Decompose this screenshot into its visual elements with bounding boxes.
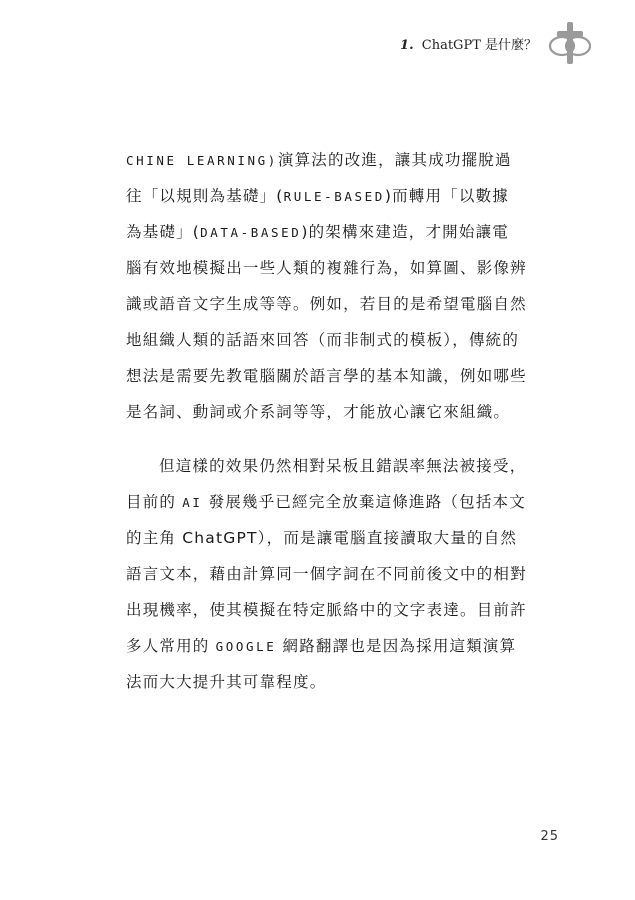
text-line: CHINE LEARNING)演算法的改進，讓其成功擺脫過 [126,151,512,169]
text-line: 腦有效地模擬出一些人類的複雜行為，如算圖、影像辨 [126,259,527,277]
page-number: 25 [540,829,559,844]
paragraph-1 [126,142,531,430]
text-line: 法而大大提升其可靠程度。 [126,673,327,691]
paragraph-2 [126,448,531,700]
text-line: 為基礎」(DATA-BASED)的架構來建造，才開始讓電 [126,223,509,241]
text-line: 的主角 ChatGPT），而是讓電腦直接讀取大量的自然 [126,529,518,547]
text-line: 地組織人類的話語來回答（而非制式的模板），傳統的 [126,331,520,349]
text-line: 語言文本，藉由計算同一個字詞在不同前後文中的相對 [126,565,527,583]
text-line: 目前的 AI 發展幾乎已經完全放棄這條進路（包括本文 [126,493,526,511]
text-line: 但這樣的效果仍然相對呆板且錯誤率無法被接受， [159,457,527,475]
text-line: 往「以規則為基礎」(RULE-BASED)而轉用「以數據 [126,187,509,205]
text-line: 是名詞、動詞或介系詞等等，才能放心讓它來組織。 [126,403,511,421]
ornament-logo-icon [545,18,595,68]
text-line: 想法是需要先教電腦關於語言學的基本知識，例如哪些 [126,367,527,385]
running-header [400,34,537,53]
body-text [126,142,531,700]
text-line: 多人常用的 GOOGLE 網路翻譯也是因為採用這類演算 [126,637,517,655]
text-line: 出現機率，使其模擬在特定脈絡中的文字表達。目前許 [126,601,527,619]
chapter-title: ChatGPT 是什麼？ [421,38,537,53]
chapter-number: 1. [400,38,414,53]
text-line: 識或語音文字生成等等。例如，若目的是希望電腦自然 [126,295,527,313]
